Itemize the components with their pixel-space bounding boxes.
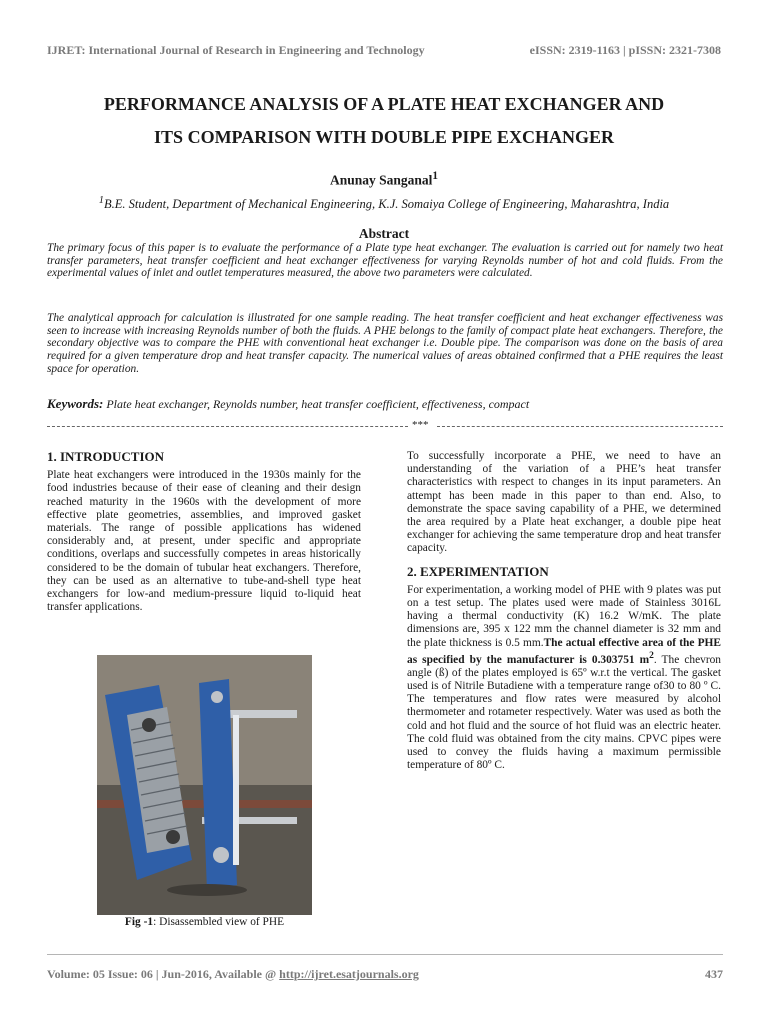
nozzle-bottom: [213, 847, 229, 863]
footer-left: [47, 967, 419, 982]
title-line-2: ITS COMPARISON WITH DOUBLE PIPE EXCHANGER: [154, 127, 614, 147]
divider-stars: ***: [412, 419, 429, 431]
experimentation-text-c: . The chevron angle (ß) of the plates employed is 65º w.r.t the vertical. The gasket used is of Nitrile Butadiene with a temperature range of30 to 80 º C. The temperatures and flow rates were measured by alcohol thermometer and rotameter respectively. Water was used as both the cold and hot fluid and the source of hot fluid was an electric heater. The cold fluid was obtained from the city mains. CPVC pipes were used to convey the fluids having a maximum permissible temperature of 80º C.: [407, 653, 721, 772]
nozzle-top: [211, 691, 223, 703]
phe-photo: [97, 655, 312, 915]
keywords: [47, 396, 723, 412]
divider-line-right: [437, 426, 723, 427]
paper-title: [40, 88, 728, 154]
intro-heading: 1. INTRODUCTION: [47, 449, 165, 464]
page-number: 437: [705, 967, 723, 981]
phe-photo-graphic: [97, 655, 312, 915]
keywords-text: Plate heat exchanger, Reynolds number, heat transfer coefficient, effectiveness, compact: [103, 397, 530, 411]
experimentation-text-bold: The actual effective area of the PHE as specified by the manufacturer is 0.303751 m: [407, 636, 721, 666]
abstract-paragraph-2: The analytical approach for calculation is illustrated for one sample reading. The heat transfer coefficient and heat exchanger effectiveness was seen to increase with increasing Reynolds number of both the fluids. A PHE belongs to the family of compact plate heat exchangers. Therefore, the secondary objective was to compare the PHE with conventional heat exchanger i.e. Double pipe. The comparison was done on the basis of area required for a given temperature drop and heat transfer capacity. The numerical values of areas obtained confirmed that a PHE requires the least space for operation.: [47, 312, 723, 375]
right-paragraph-1: To successfully incorporate a PHE, we need to have an understanding of the variation of a PHE’s heat transfer characteristics with respect to changes in its input parameters. An attempt has been made in this paper to than end. Also, to demonstrate the space saving capability of a PHE, we determined the area required by a Plate heat exchanger, a double pipe heat exchanger for achieving the same temperature drop and heat transfer capacity.: [407, 450, 721, 555]
intro-text: Plate heat exchangers were introduced in the 1930s mainly for the food industries because of their ease of cleaning and their design reached maturity in the 1960s with the development of more effective plate geometries, assemblies, and improved gasket materials. The range of possible applications has widened considerably and, at present, under specific and appropriate conditions, overlaps and successfully competes in areas historically considered to be the domain of tubular heat exchangers. Therefore, they can be used as an alternative to tube-and-shell type heat exchangers for low-and medium-pressure liquid to-liquid heat transfer applications.: [47, 469, 361, 614]
port-top: [142, 718, 156, 732]
left-column: [47, 450, 361, 614]
area-unit-sup: 2: [649, 650, 654, 661]
journal-link[interactable]: http://ijret.esatjournals.org: [279, 967, 419, 981]
author-name: Anunay Sanganal: [329, 172, 433, 188]
port-bottom: [166, 830, 180, 844]
figure-label: Fig -1: [124, 916, 154, 928]
author-sup: 1: [432, 170, 439, 182]
keywords-label: Keywords:: [47, 396, 104, 411]
section-divider: [47, 421, 723, 433]
footer-volume: Volume: 05 Issue: 06 | Jun-2016, Available @: [47, 967, 280, 981]
experimentation-heading: 2. EXPERIMENTATION: [407, 563, 549, 579]
affiliation-sup: 1: [98, 195, 104, 206]
abstract-paragraph-1: The primary focus of this paper is to evaluate the performance of a Plate type heat exchanger. The evaluation is carried out for namely two heat transfer parameters, heat transfer coefficient and heat exchanger effectiveness for varying Reynolds number of hot and cold fluids. From the experimental values of inlet and outlet temperatures measured, the above two parameters were calculated.: [47, 242, 723, 280]
footer-rule: [47, 954, 723, 955]
support-column: [233, 715, 239, 865]
divider-line-left: [47, 426, 408, 427]
figure-caption: [97, 916, 312, 928]
affiliation: [0, 195, 768, 212]
figure-caption-text: : Disassembled view of PHE: [153, 916, 285, 928]
issn: eISSN: 2319-1163 | pISSN: 2321-7308: [529, 43, 721, 57]
title-line-1: PERFORMANCE ANALYSIS OF A PLATE HEAT EXCHANGER AND: [103, 94, 665, 114]
shadow: [167, 884, 247, 896]
affiliation-text: B.E. Student, Department of Mechanical Engineering, K.J. Somaiya College of Engineering, Maharashtra, India: [104, 197, 670, 212]
journal-name: IJRET: International Journal of Research in Engineering and Technology: [47, 43, 425, 57]
abstract-heading: Abstract: [358, 226, 410, 241]
author: [0, 170, 768, 189]
experimentation-text: [407, 584, 721, 773]
right-column: [407, 450, 721, 772]
experimentation-text-a: For experimentation, a working model of PHE with 9 plates was put on a test setup. The plates used were made of Stainless 3016L having a thermal conductivity (K) 16.2 W/mK. The plate dimensions are, 395 x 122 mm the channel diameter is 32 mm and the plate thickness is 0.5 mm.: [407, 583, 721, 649]
